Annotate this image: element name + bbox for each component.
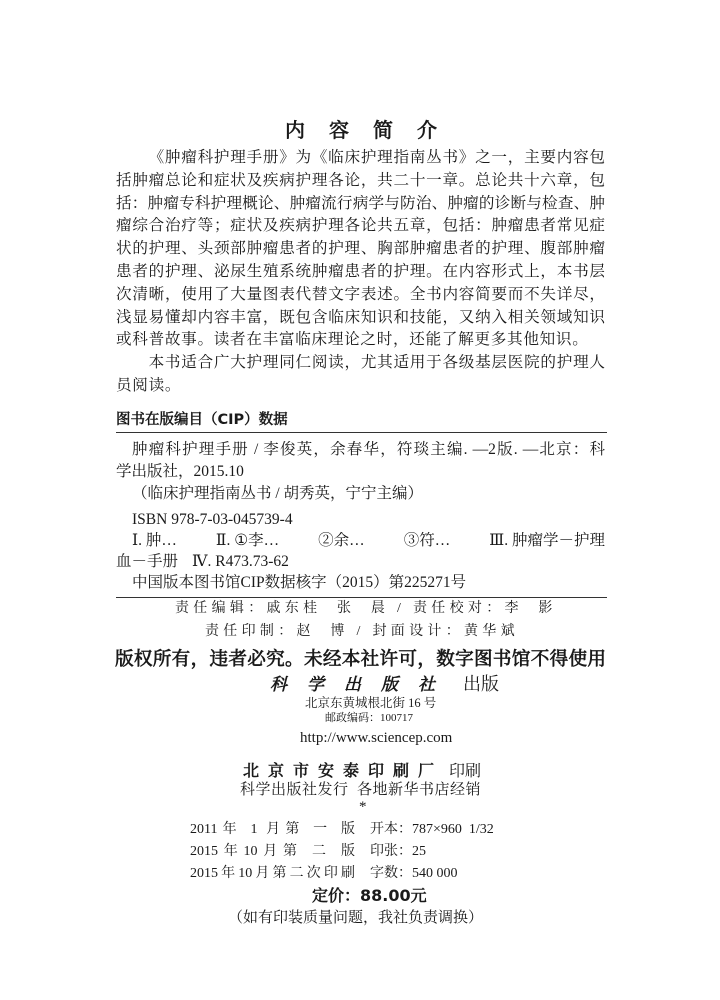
cip-bottom-rule xyxy=(116,597,607,598)
edition-info: 2011年 1 月第 一 版 xyxy=(190,822,355,837)
editor-credits: 责任编辑：戚东桂 张 晨 / 责任校对：李 影 xyxy=(175,601,557,616)
distribution-line: 科学出版社发行 各地新华书店经销 xyxy=(240,782,482,798)
cip-subject-item: ②余… xyxy=(318,532,365,549)
summary-line: 患者的护理、泌尿生殖系统肿瘤患者的护理。在内容形式上，本书层 xyxy=(116,262,605,280)
quality-notice: （如有印装质量问题，我社负责调换） xyxy=(228,910,484,926)
summary-line: 次清晰，使用了大量图表代替文字表述。全书内容简要而不失详尽， xyxy=(116,285,605,303)
cip-subject-item: Ⅱ. ①李… xyxy=(215,532,280,549)
summary-line: 瘤综合治疗等；症状及疾病护理各论共五章，包括：肿瘤患者常见症 xyxy=(116,217,605,235)
cip-header: 图书在版编目（CIP）数据 xyxy=(116,412,288,428)
printer-role: 印刷 xyxy=(449,763,482,780)
edition-info: 2015年10月第二次印刷 xyxy=(190,866,355,881)
printer-name: 北京市安泰印刷厂 xyxy=(243,763,444,780)
cip-subjects xyxy=(132,530,605,551)
summary-line: 《肿瘤科护理手册》为《临床护理指南丛书》之一，主要内容包 xyxy=(148,149,605,166)
cip-isbn: ISBN 978-7-03-045739-4 xyxy=(132,511,293,528)
production-credits: 责任印制：赵 博 / 封面设计：黄华斌 xyxy=(205,624,519,639)
cip-subject-item: 血－手册 xyxy=(116,553,179,570)
summary-line: 浅显易懂却内容丰富，既包含临床知识和技能，又纳入相关领域知识 xyxy=(116,308,605,326)
edition-spec: 印张：25 xyxy=(370,844,426,859)
cip-top-rule xyxy=(116,432,607,433)
cip-record-number: 中国版本图书馆CIP数据核字（2015）第225271号 xyxy=(132,574,467,591)
cip-subjects-continued xyxy=(116,551,289,572)
separator-asterisk: * xyxy=(359,799,367,815)
summary-line: 括肿瘤总论和症状及疾病护理各论，共二十一章。总论共十六章，包 xyxy=(116,171,605,189)
publisher-role: 出版 xyxy=(463,674,499,694)
cip-publisher-line: 学出版社，2015.10 xyxy=(116,463,244,480)
publisher-line xyxy=(270,673,499,697)
cip-title-line: 肿瘤科护理手册 / 李俊英，余春华，符琰主编. —2版. —北京：科 xyxy=(132,441,605,458)
publisher-url: http://www.sciencep.com xyxy=(300,730,453,746)
summary-line: 员阅读。 xyxy=(116,376,182,394)
copyright-notice: 版权所有，违者必究。未经本社许可，数字图书馆不得使用 xyxy=(115,649,606,670)
edition-info: 2015年10月第 二 版 xyxy=(190,844,355,859)
summary-title: 内容简介 xyxy=(285,118,461,142)
cip-subject-item: ③符… xyxy=(403,532,451,549)
cip-subject-item: Ⅰ. 肿… xyxy=(132,532,177,549)
summary-text xyxy=(116,147,605,398)
cip-series-line: （临床护理指南丛书 / 胡秀英，宁宁主编） xyxy=(132,485,424,502)
summary-line: 本书适合广大护理同仁阅读，尤其适用于各级基层医院的护理人 xyxy=(148,354,605,372)
edition-spec: 字数：540 000 xyxy=(370,866,458,881)
publisher-name: 科学出版社 xyxy=(270,675,455,694)
price: 定价：88.00元 xyxy=(312,886,427,905)
cip-classification: Ⅳ. R473.73-62 xyxy=(192,553,289,570)
publisher-address: 北京东黄城根北街 16 号 xyxy=(305,696,437,710)
publisher-postcode: 邮政编码：100717 xyxy=(325,712,413,724)
cip-subject-item: Ⅲ. 肿瘤学－护理 xyxy=(489,532,605,549)
summary-line: 或科普故事。读者在丰富临床理论之时，还能了解更多其他知识。 xyxy=(116,331,589,349)
summary-line: 状的护理、头颈部肿瘤患者的护理、胸部肿瘤患者的护理、腹部肿瘤 xyxy=(116,240,605,258)
summary-line: 括：肿瘤专科护理概论、肿瘤流行病学与防治、肿瘤的诊断与检查、肿 xyxy=(116,194,605,212)
edition-spec: 开本：787×960 1/32 xyxy=(370,822,494,837)
